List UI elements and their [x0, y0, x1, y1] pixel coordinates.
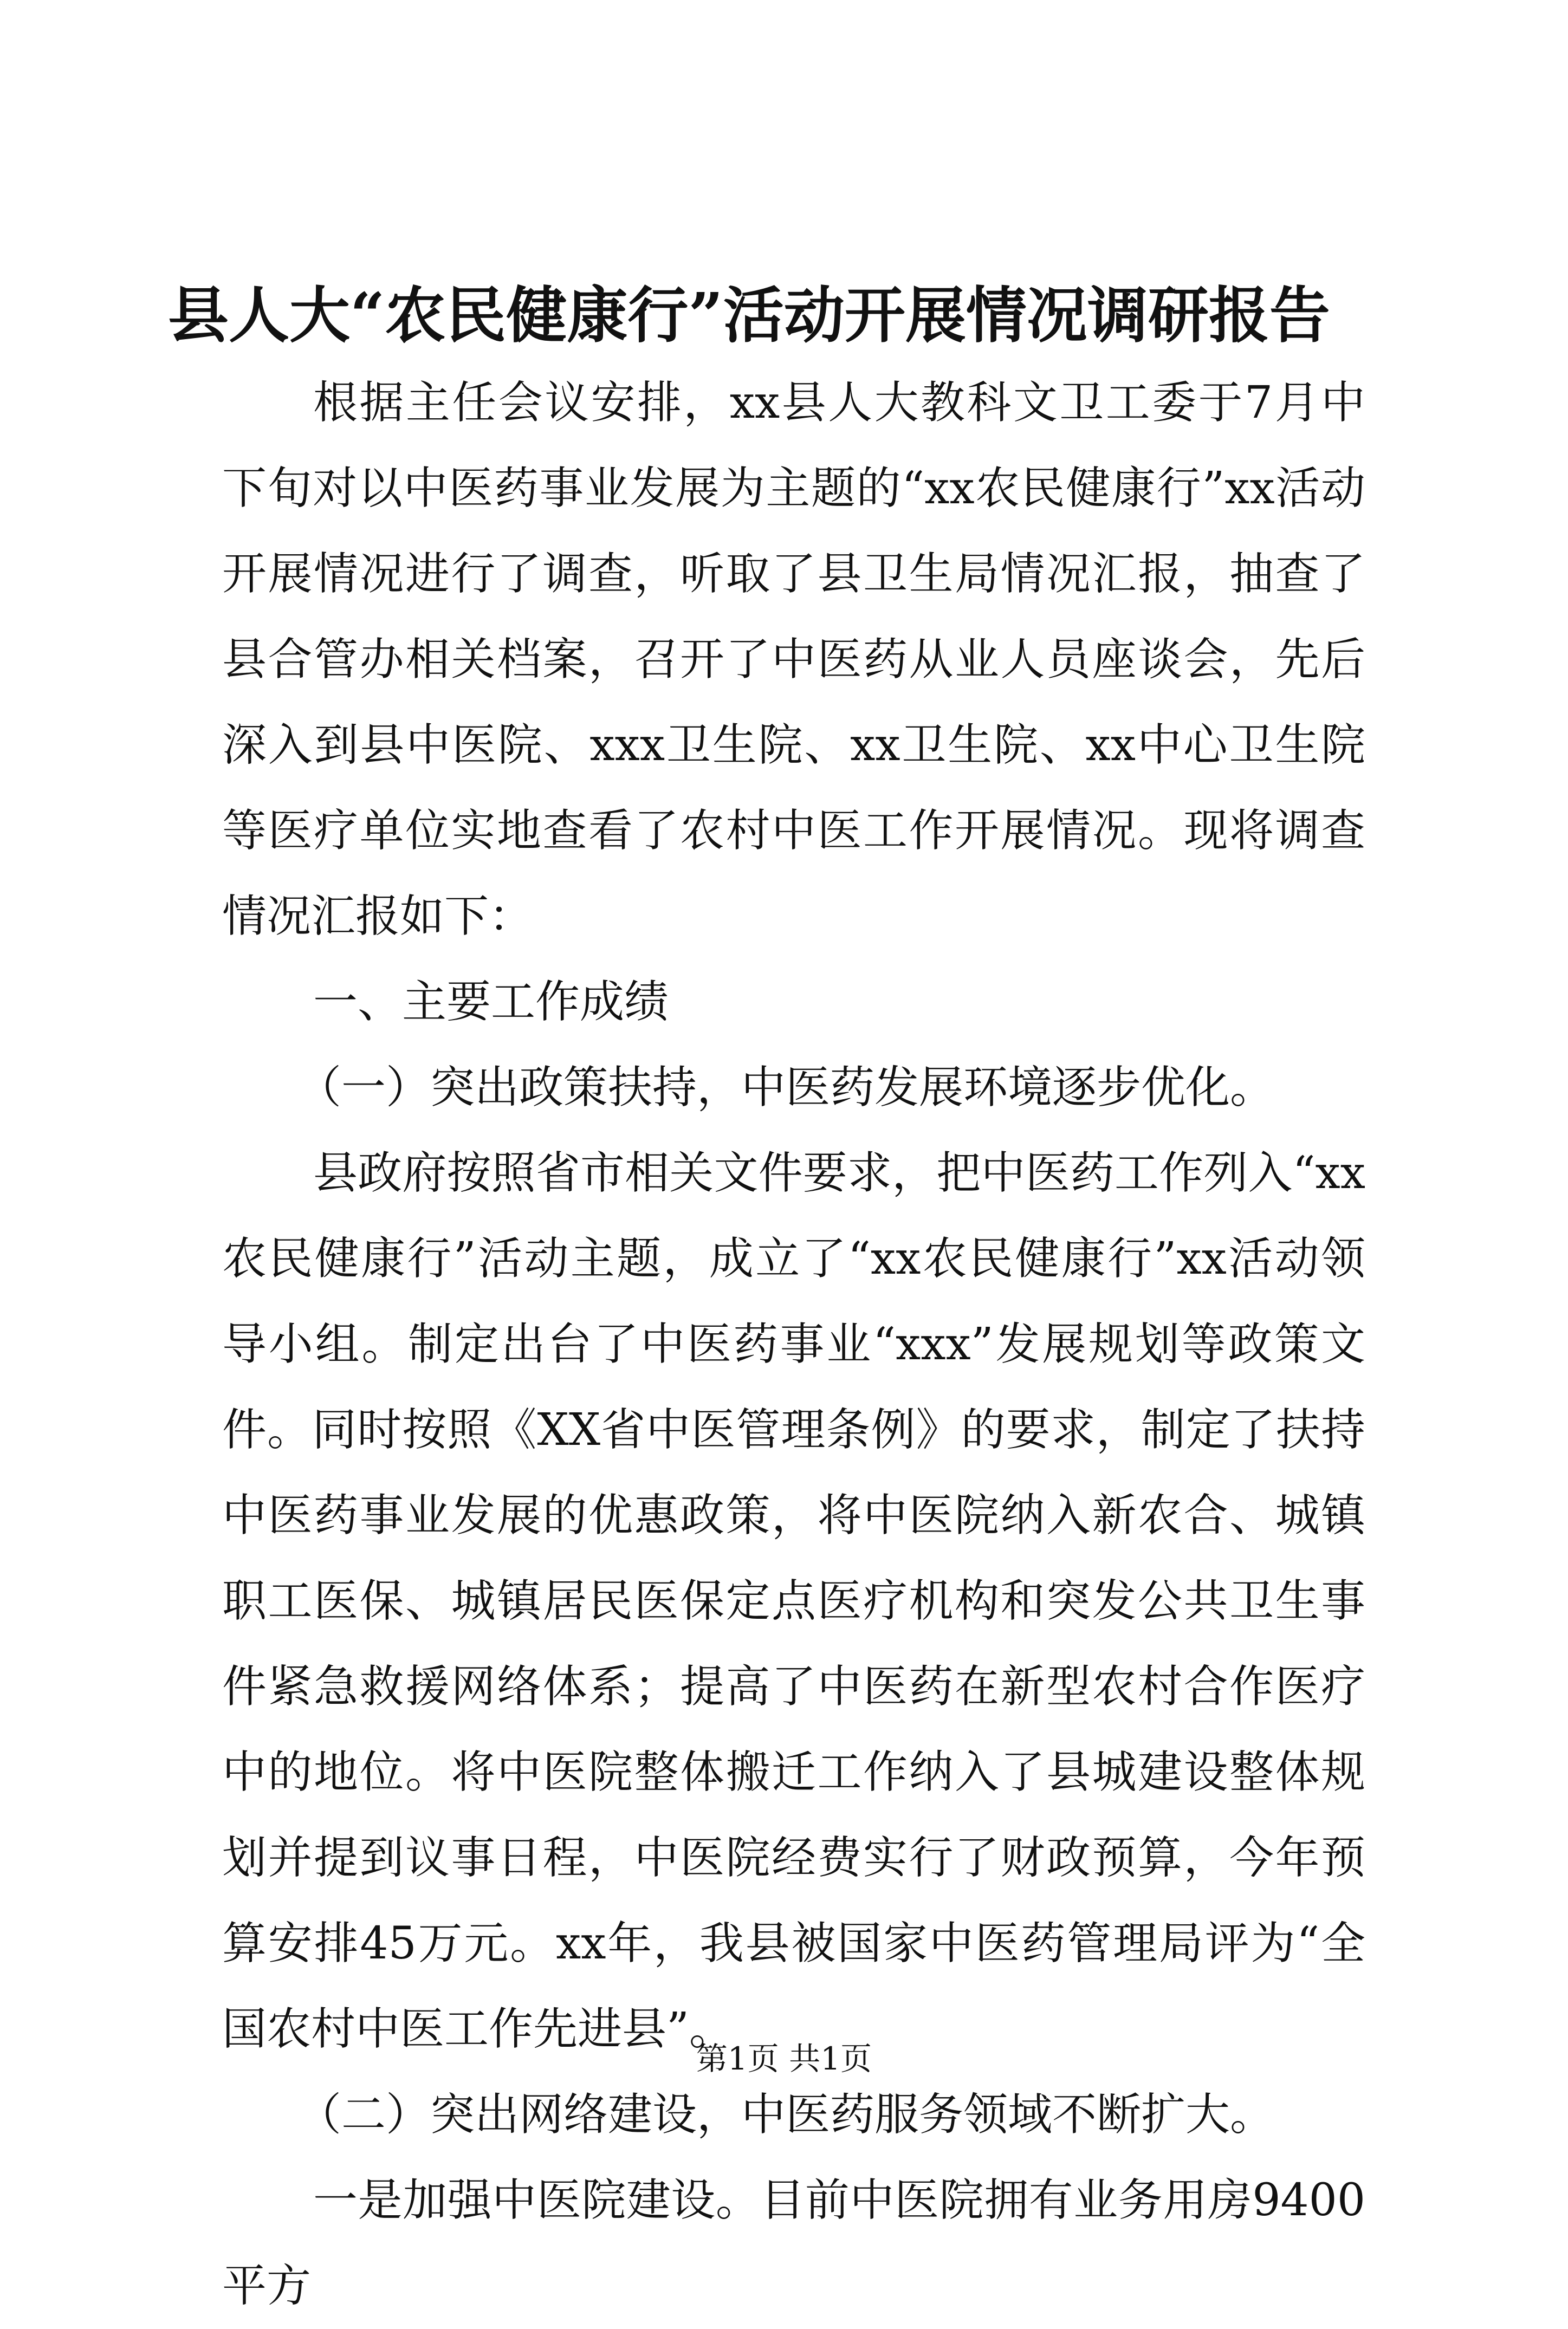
- subsection-heading-network: （二）突出网络建设，中医药服务领域不断扩大。: [297, 2089, 1275, 2140]
- section-heading-achievements: 一、主要工作成绩: [313, 976, 669, 1028]
- page-footer: 第1页 共1页: [696, 2040, 872, 2077]
- paragraph-hospital: 一是加强中医院建设。目前中医院拥有业务用房9400平方: [222, 2175, 1365, 2312]
- subsection-heading-policy: （一）突出政策扶持，中医药发展环境逐步优化。: [297, 1062, 1275, 1113]
- paragraph-policy: 县政府按照省市相关文件要求，把中医药工作列入“xx农民健康行”活动主题，成立了“xx农民健康行”xx活动领导小组。制定出台了中医药事业“xxx”发展规划等政策文件。同时按照《XX省中医管理条例》的要求，制定了扶持中医药事业发展的优惠政策，将中医院纳入新农合、城镇职工医保、城镇居民医保定点医疗机构和突发公共卫生事件紧急救援网络体系；提高了中医药在新型农村合作医疗中的地位。将中医院整体搬迁工作纳入了县城建设整体规划并提到议事日程，中医院经费实行了财政预算，今年预算安排45万元。xx年，我县被国家中医药管理局评为“全国农村中医工作先进县”。: [222, 1147, 1365, 2055]
- document-title: 县人大“农民健康行”活动开展情况调研报告: [168, 280, 1330, 351]
- paragraph-intro: 根据主任会议安排，xx县人大教科文卫工委于7月中下旬对以中医药事业发展为主题的“xx农民健康行”xx活动开展情况进行了调查，听取了县卫生局情况汇报，抽查了县合管办相关档案，召开了中医药从业人员座谈会，先后深入到县中医院、xxx卫生院、xx卫生院、xx中心卫生院等医疗单位实地查看了农村中医工作开展情况。现将调查情况汇报如下：: [222, 377, 1365, 942]
- document-body: [222, 360, 1365, 2329]
